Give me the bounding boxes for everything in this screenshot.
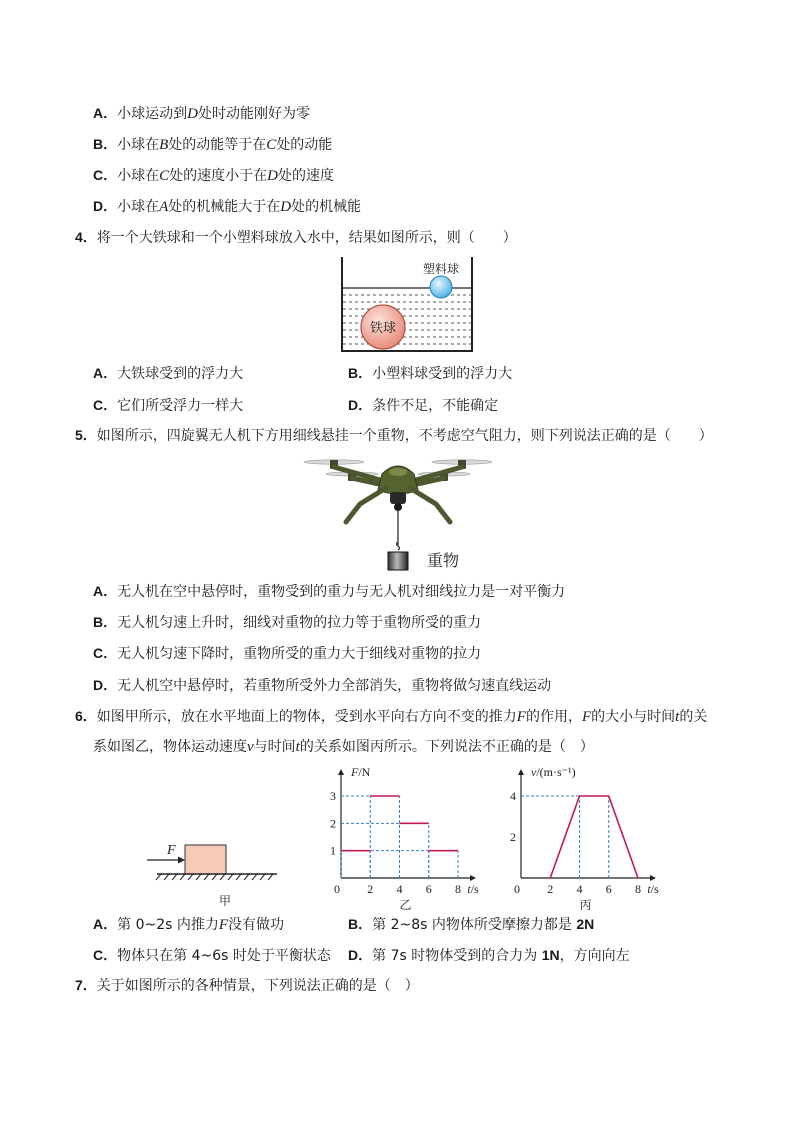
q3-option-c	[93, 165, 334, 186]
question-number: 4．	[75, 229, 97, 245]
question-text: 与时间	[253, 739, 296, 755]
option-text: 处的速度小于在	[169, 168, 268, 184]
variable: A	[159, 199, 169, 215]
x-axis-variable: t	[647, 882, 651, 896]
x-axis-variable: t	[467, 882, 471, 896]
option-key: D．	[348, 947, 373, 963]
option-value: 2N	[576, 916, 595, 932]
x-axis-arrow-icon	[470, 875, 476, 881]
y-tick-label: 4	[510, 789, 516, 803]
option-text: 小塑料球受到的浮力大	[372, 366, 513, 382]
q5-stem	[75, 425, 713, 446]
option-key: B．	[93, 136, 118, 152]
x-tick-label: 2	[547, 882, 554, 896]
question-number: 7．	[75, 977, 97, 993]
weight-block	[388, 552, 408, 570]
q4-stem	[75, 227, 517, 248]
option-text: 小球运动到	[117, 106, 188, 122]
question-text: 系如图乙，物体运动速度	[93, 739, 247, 755]
option-text: 小球在	[117, 168, 160, 184]
option-text: 处的动能	[276, 137, 333, 153]
option-text: ，方向向左	[559, 948, 630, 964]
q5-option-a	[93, 581, 565, 602]
weight-label: 重物	[427, 551, 460, 570]
data-point	[608, 795, 610, 797]
block	[185, 845, 226, 874]
variable: C	[159, 168, 170, 184]
option-key: D．	[93, 198, 118, 214]
variable: t	[295, 739, 300, 755]
question-text: 的关系如图丙所示。下列说法不正确的是（ ）	[299, 739, 594, 755]
variable: t	[675, 709, 680, 725]
q4-figure-container	[340, 257, 474, 353]
x-tick-label: 0	[334, 882, 340, 896]
y-axis-variable: F	[351, 765, 359, 779]
q3-option-b	[93, 134, 332, 155]
option-text: 条件不足，不能确定	[372, 398, 499, 414]
q5-option-c	[93, 643, 481, 664]
question-text: 如图所示，四旋翼无人机下方用细线悬挂一个重物，不考虑空气阻力，则下列说法正确的是（ ）	[96, 428, 713, 444]
y-axis-unit: /(m·s⁻¹)	[536, 765, 576, 779]
data-segment	[550, 796, 579, 878]
variable: B	[159, 137, 169, 153]
q4-option-d	[348, 395, 498, 416]
option-text: 小球在	[117, 199, 160, 215]
option-text: 没有做功	[228, 917, 285, 933]
option-key: B．	[93, 614, 118, 630]
y-tick-label: 2	[510, 830, 516, 844]
option-value: 1N	[541, 947, 560, 963]
q6-figure-jia	[145, 840, 285, 910]
q6-option-a	[93, 914, 284, 935]
x-tick-label: 4	[396, 882, 403, 896]
option-text: 无人机匀速下降时，重物所受的重力大于细线对重物的拉力	[117, 646, 482, 662]
option-key: B．	[348, 365, 373, 381]
option-text: 无人机匀速上升时，细线对重物的拉力等于重物所受的重力	[117, 615, 482, 631]
q5-option-d	[93, 675, 551, 696]
question-text: 的大小与时间	[591, 709, 676, 725]
y-tick-label: 2	[330, 816, 336, 831]
variable: D	[280, 199, 292, 215]
option-text: 第 2~8s 内物体所受摩擦力都是	[372, 917, 577, 933]
q6-option-c	[93, 945, 331, 966]
variable: F	[218, 917, 229, 933]
q6-chart-bing	[505, 760, 680, 910]
data-point	[637, 877, 639, 879]
x-axis-label	[467, 882, 479, 896]
x-axis-unit: /s	[470, 882, 479, 896]
y-tick-label: 1	[330, 843, 336, 858]
q6-chart-yi	[325, 760, 500, 910]
q7-stem	[75, 975, 419, 996]
camera-gimbal	[390, 492, 406, 504]
x-axis-label	[647, 882, 659, 896]
x-tick-label: 8	[635, 882, 641, 896]
option-text: 处的速度	[277, 168, 334, 184]
option-key: D．	[348, 397, 373, 413]
question-text: 的关	[679, 709, 708, 725]
x-tick-label: 6	[605, 882, 612, 896]
option-text: 第 7s 时物体受到的合力为	[372, 948, 542, 964]
option-text: 处的机械能大于在	[168, 199, 281, 215]
variable: D	[187, 106, 198, 122]
variable: C	[266, 137, 277, 153]
x-tick-label: 2	[367, 882, 374, 896]
data-point	[579, 795, 581, 797]
y-axis-arrow-icon	[518, 769, 524, 775]
y-axis-label	[531, 765, 576, 779]
force-label: F	[167, 843, 176, 858]
q6-option-b	[348, 914, 594, 935]
q4-option-c	[93, 395, 243, 416]
y-axis-variable: v	[531, 765, 537, 779]
option-text: 大铁球受到的浮力大	[117, 366, 244, 382]
variable: F	[516, 709, 526, 725]
question-text: 的作用，	[525, 709, 582, 725]
variable: D	[267, 168, 278, 184]
q3-option-a	[93, 103, 310, 124]
option-key: C．	[93, 167, 118, 183]
option-key: A．	[93, 583, 118, 599]
plastic-ball-label: 塑料球	[422, 262, 460, 276]
y-axis-label	[350, 765, 371, 779]
y-axis-arrow-icon	[338, 769, 344, 775]
question-text: 将一个大铁球和一个小塑料球放入水中，结果如图所示，则（ ）	[96, 230, 517, 246]
y-tick-label: 3	[330, 789, 336, 803]
q3-option-d	[93, 196, 361, 217]
x-tick-label: 6	[425, 882, 432, 896]
q6-option-d	[348, 945, 630, 966]
q4-option-b	[348, 363, 512, 384]
figure-caption: 甲	[218, 894, 232, 908]
option-key: C．	[93, 947, 118, 963]
x-axis-unit: /s	[650, 882, 659, 896]
y-axis-unit: /N	[358, 765, 371, 779]
question-number: 6．	[75, 708, 97, 724]
q6-stem-line2	[93, 737, 594, 757]
q5-option-b	[93, 612, 481, 633]
option-key: A．	[93, 365, 118, 381]
option-text: 第 0~2s 内推力	[117, 917, 219, 933]
question-text: 关于如图所示的各种情景，下列说法正确的是（ ）	[96, 978, 419, 994]
q6-stem-line1	[75, 706, 707, 727]
option-text: 处的动能等于在	[168, 137, 267, 153]
iron-ball-label: 铁球	[369, 321, 397, 336]
option-key: A．	[93, 105, 118, 121]
option-text: 处的机械能	[291, 199, 362, 215]
q5-figure-drone	[302, 452, 492, 577]
option-key: C．	[93, 397, 118, 413]
option-key: D．	[93, 677, 118, 693]
variable: F	[581, 709, 592, 725]
variable: v	[247, 739, 254, 755]
q4-option-a	[93, 363, 243, 384]
option-key: B．	[348, 916, 373, 932]
arrow-head-icon	[178, 857, 185, 864]
x-tick-label: 8	[455, 882, 461, 896]
data-segment	[609, 796, 638, 878]
option-text: 无人机在空中悬停时，重物受到的重力与无人机对细线拉力是一对平衡力	[117, 584, 566, 600]
option-text: 物体只在第 4~6s 时处于平衡状态	[117, 948, 331, 964]
option-text: 小球在	[117, 137, 160, 153]
option-text: 无人机空中悬停时，若重物所受外力全部消失，重物将做匀速直线运动	[117, 678, 552, 694]
x-tick-label: 0	[514, 882, 520, 896]
option-key: A．	[93, 916, 118, 932]
question-number: 5．	[75, 427, 97, 443]
option-text: 处时动能刚好为零	[197, 106, 310, 122]
x-axis-arrow-icon	[650, 875, 656, 881]
option-key: C．	[93, 645, 118, 661]
plastic-ball	[430, 276, 452, 298]
question-text: 如图甲所示，放在水平地面上的物体，受到水平向右方向不变的推力	[96, 709, 517, 725]
data-point	[549, 877, 551, 879]
option-text: 它们所受浮力一样大	[117, 398, 244, 414]
chart-caption: 乙	[399, 898, 412, 912]
chart-caption: 丙	[579, 898, 592, 912]
x-tick-label: 4	[576, 882, 583, 896]
ground-hatch	[156, 874, 273, 880]
